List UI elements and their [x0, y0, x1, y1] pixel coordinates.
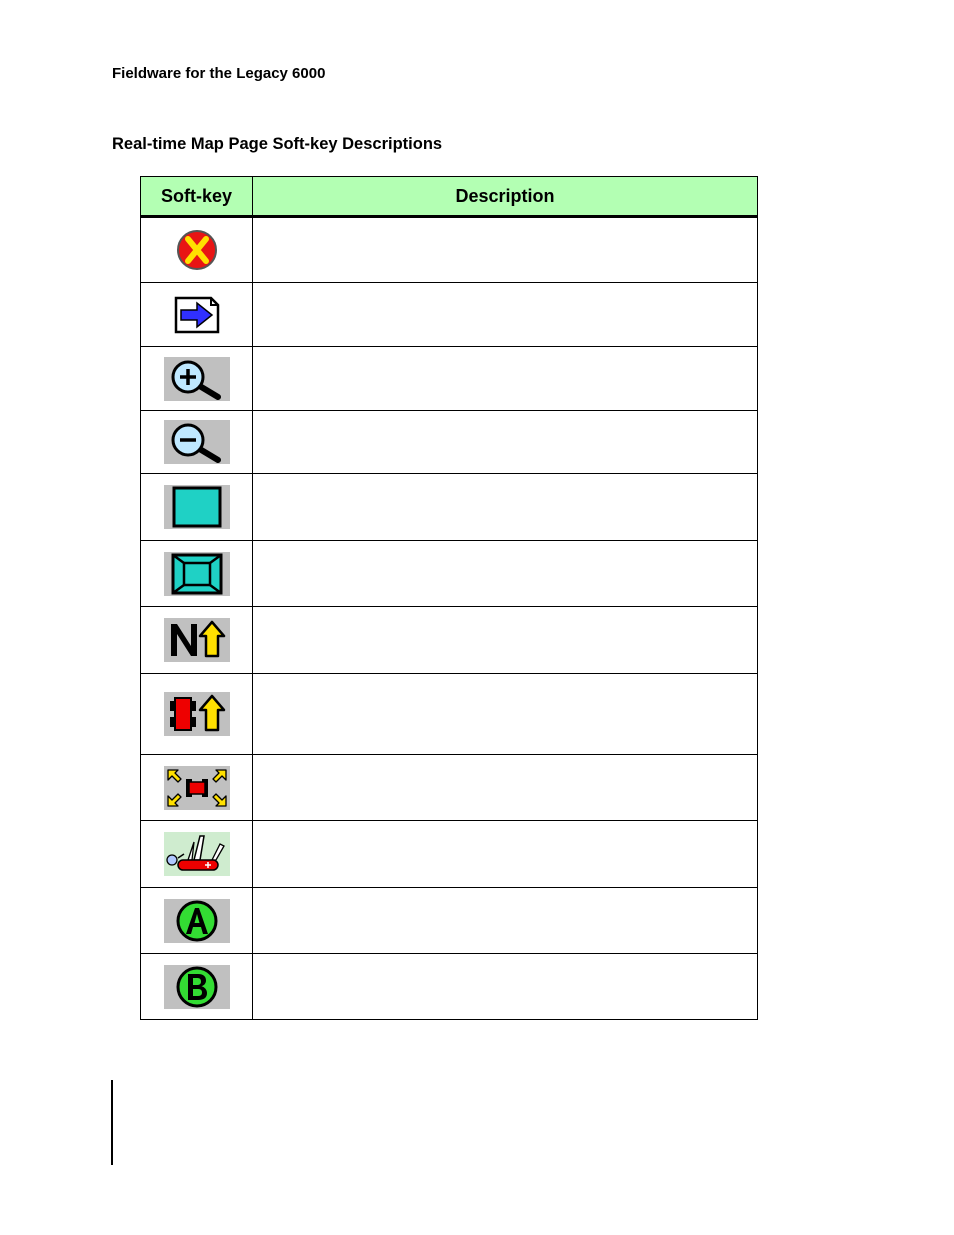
softkey-cell [141, 283, 253, 347]
description-cell [253, 474, 758, 541]
table-row [141, 607, 758, 674]
description-cell [253, 217, 758, 283]
zoom-out-icon [164, 420, 230, 464]
description-cell [253, 607, 758, 674]
softkey-cell [141, 821, 253, 888]
close-icon [175, 228, 219, 272]
description-cell [253, 954, 758, 1020]
softkey-cell [141, 217, 253, 283]
softkey-cell [141, 347, 253, 411]
table-row [141, 755, 758, 821]
running-header: Fieldware for the Legacy 6000 [112, 65, 326, 82]
zoom-in-icon [164, 357, 230, 401]
softkey-cell [141, 954, 253, 1020]
heading-up-icon [164, 692, 230, 736]
description-cell [253, 888, 758, 954]
table-row [141, 888, 758, 954]
table-row [141, 541, 758, 607]
framed-view-icon [164, 552, 230, 596]
table-row [141, 474, 758, 541]
description-cell [253, 347, 758, 411]
tools-icon [164, 832, 230, 876]
table-row [141, 821, 758, 888]
next-page-icon [173, 295, 221, 335]
softkey-cell [141, 541, 253, 607]
square-view-icon [164, 485, 230, 529]
description-cell [253, 541, 758, 607]
table-header-row [141, 177, 758, 217]
description-cell [253, 755, 758, 821]
table-row [141, 411, 758, 474]
softkey-table [140, 176, 758, 1020]
point-b-icon [164, 965, 230, 1009]
softkey-column-header: Soft-key [141, 177, 253, 217]
softkey-cell [141, 755, 253, 821]
section-title: Real-time Map Page Soft-key Descriptions [112, 135, 443, 153]
softkey-cell [141, 674, 253, 755]
center-vehicle-icon [164, 766, 230, 810]
softkey-cell [141, 607, 253, 674]
point-a-icon [164, 899, 230, 943]
description-cell [253, 821, 758, 888]
description-column-header: Description [253, 177, 758, 217]
softkey-cell [141, 474, 253, 541]
description-cell [253, 283, 758, 347]
description-cell [253, 674, 758, 755]
table-row [141, 954, 758, 1020]
north-up-icon [164, 618, 230, 662]
softkey-cell [141, 411, 253, 474]
softkey-cell [141, 888, 253, 954]
description-cell [253, 411, 758, 474]
table-row [141, 217, 758, 283]
table-row [141, 347, 758, 411]
table-row [141, 283, 758, 347]
table-row [141, 674, 758, 755]
change-bar [111, 1080, 113, 1165]
